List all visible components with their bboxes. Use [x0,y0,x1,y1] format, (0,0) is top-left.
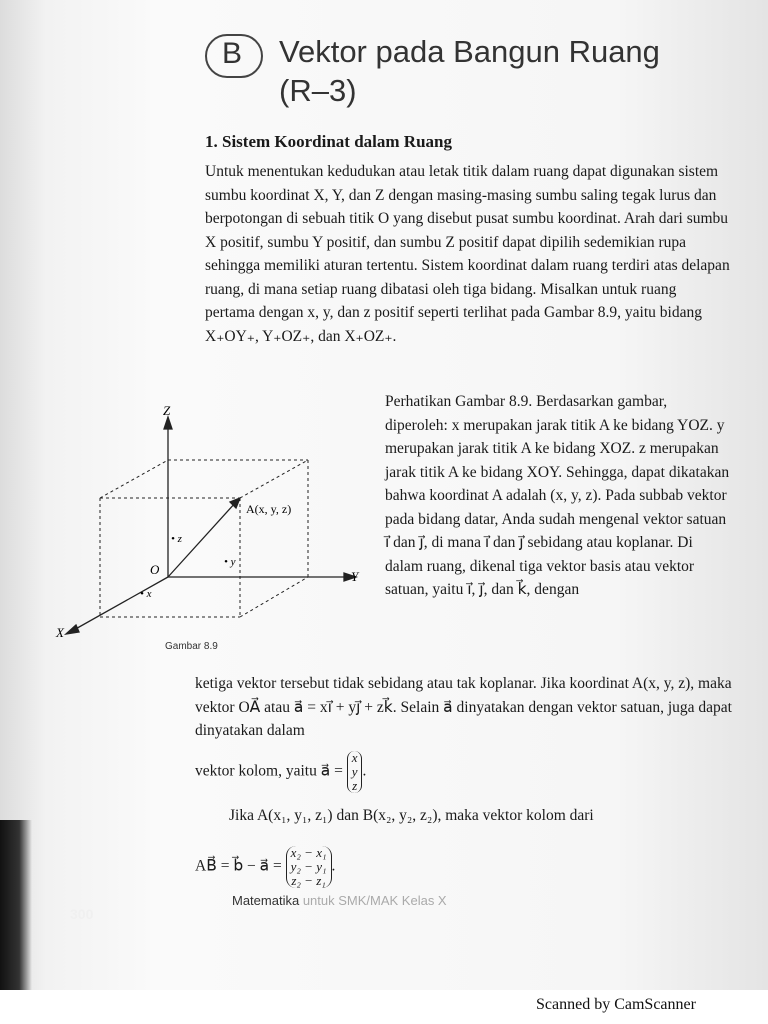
paragraph-intro: Untuk menentukan kedudukan atau letak titik dalam ruang dapat digunakan sistem sumbu koordinat X, Y, dan Z dengan masing-masing sumbu saling tegak lurus dan berpotongan di sebuah titik O yang disebut pusat sumbu koordinat. Arah dari sumbu X positif, sumbu Y positif, dan sumbu Z positif dapat dipilih sedemikian rupa sehingga memiliki aturan tertentu. Sistem koordinat dalam ruang terdiri atas delapan ruang, di mana setiap ruang dibatasi oleh tiga bidang. Misalkan untuk ruang pertama dengan x, y, dan z positif seperti terlihat pada Gambar 8.9, yaitu bidang X₊OY₊, Y₊OZ₊, dan X₊OZ₊. [205,163,730,345]
coordinate-figure [50,405,380,645]
ab-formula-line [195,846,335,888]
page-number: 300 [70,906,94,922]
page-footer [232,893,447,908]
section-badge [205,34,263,78]
scanner-watermark: Scanned by CamScanner [536,996,696,1013]
column-vector-text: vektor kolom, yaitu a⃗ = [195,762,343,780]
column-vector-suffix: . [362,762,367,780]
badge-letter: B [222,37,243,70]
axis-y-label: Y [351,569,359,584]
paragraph-explanation: Perhatikan Gambar 8.9. Berdasarkan gambar, diperoleh: x merupakan jarak titik A ke bidang YOZ. y merupakan jarak titik A ke bidang XOZ. z merupakan jarak titik A ke bidang XOY. Sehingga, dapat dikatakan bahwa koordinat A adalah (x, y, z). Pada subbab vektor pada bidang datar, Anda sudah mengenal vektor satuan i⃗ dan j⃗, di mana i⃗ dan j⃗ sebidang atau koplanar. Di dalam ruang, dikenal tiga vektor basis atau vektor satuan, yaitu i⃗, j⃗, dan k⃗, dengan [385,393,730,598]
page-edge-shadow [0,820,32,990]
distance-x-label: • x [140,588,152,600]
matrix-entry-dy: y₂ − y₁ [290,859,327,874]
matrix-entry-x: x [351,750,358,765]
figure-caption: Gambar 8.9 [165,641,218,652]
origin-label: O [150,562,160,577]
subsection-heading: 1. Sistem Koordinat dalam Ruang [205,132,452,151]
ab-formula-suffix: . [331,857,336,875]
axis-x-label: X [56,625,64,640]
matrix-entry-dx: x₂ − x₁ [290,845,327,860]
footer-book-title: Matematika [232,893,300,908]
point-a-label: A(x, y, z) [246,502,292,516]
footer-subtitle: untuk SMK/MAK Kelas X [299,893,447,908]
distance-y-label: • y [224,556,236,568]
column-vector-matrix [347,751,363,793]
page-title: Vektor pada Bangun Ruang (R–3) [279,34,660,108]
ab-formula-text: AB⃗ = b⃗ − a⃗ = [195,857,282,875]
distance-z-label: • z [171,533,182,545]
matrix-entry-z: z [352,778,358,793]
matrix-entry-y: y [351,764,358,779]
ab-column-matrix [286,846,332,888]
paragraph-points: Jika A(x₁, y₁, z₁) dan B(x₂, y₂, z₂), maka vektor kolom dari [229,807,594,824]
axis-z-label: Z [163,405,171,418]
column-vector-line [195,751,366,793]
matrix-entry-dz: z₂ − z₁ [291,873,326,888]
paragraph-basis: ketiga vektor tersebut tidak sebidang atau tak koplanar. Jika koordinat A(x, y, z), maka vektor OA⃗ atau a⃗ = xi⃗ + yj⃗ + zk⃗. Selain a⃗ dinyatakan dengan vektor satuan, juga dapat dinyatakan dalam [195,675,732,739]
